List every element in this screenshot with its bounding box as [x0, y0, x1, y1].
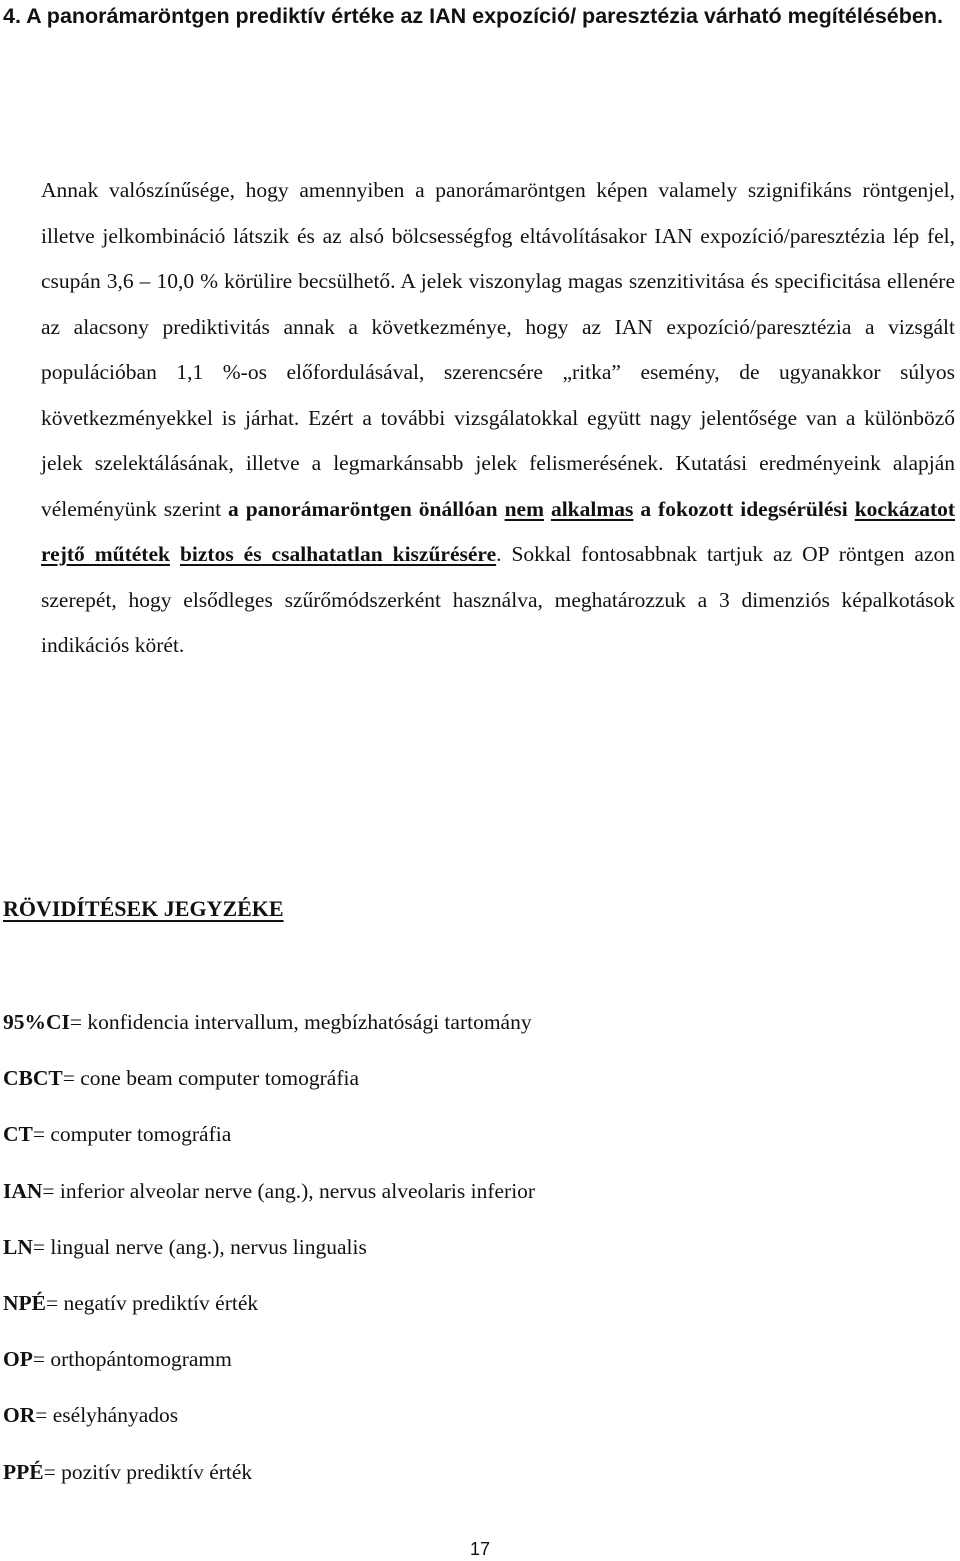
- paragraph-text-end: . Sokkal fontosabbnak tartjuk az OP röntgen azon szerepét, hogy elsődleges szűrőmódszerként használva, meghatározzuk a 3 dimenziós képalkotások indikációs körét.: [41, 542, 955, 657]
- abbreviation-definition: = konfidencia intervallum, megbízhatósági tartomány: [69, 1010, 532, 1034]
- abbreviation-item: [3, 1118, 535, 1174]
- emphasis-space-1: [544, 497, 551, 521]
- abbreviation-key: CBCT: [3, 1066, 63, 1091]
- abbreviation-item: [3, 1343, 535, 1399]
- abbreviation-definition: = pozitív prediktív érték: [43, 1459, 253, 1484]
- abbreviation-key: 95%CI: [3, 1010, 70, 1034]
- abbreviation-item: [3, 1456, 535, 1512]
- abbreviation-item: [3, 1175, 535, 1231]
- emphasis-space-2: [170, 542, 180, 566]
- abbreviation-definition: = computer tomográfia: [32, 1122, 232, 1147]
- abbreviation-key: LN: [3, 1234, 33, 1259]
- abbreviations-list: [3, 1006, 535, 1512]
- abbreviation-key: OR: [3, 1403, 36, 1428]
- abbreviation-definition: = esélyhányados: [35, 1403, 179, 1428]
- abbreviation-key: IAN: [3, 1178, 43, 1203]
- abbreviation-definition: = lingual nerve (ang.), nervus lingualis: [32, 1234, 367, 1259]
- underlined-kockazatot: kockázatot rejtő műtétek: [41, 496, 956, 566]
- paragraph-text-start: Annak valószínűsége, hogy amennyiben a panorámaröntgen képen valamely szignifikáns röntgenjel, illetve jelkombináció látszik és az alsó bölcsességfog eltávolításakor IAN expozíció/paresztézia lép fel, csupán 3,6 – 10,0 % körülire becsülhető. A jelek viszonylag magas szenzitivitása és specificitása ellenére az alacsony prediktivitás annak a következménye, hogy az IAN expozíció/paresztézia a vizsgált populációban 1,1 %-os előfordulásával, szerencsére „ritka” esemény, de ugyanakkor súlyos következményekkel is járhat. Ezért a további vizsgálatokkal együtt nagy jelentősége van a különböző jelek szelektálásának, illetve a legmarkánsabb jelek felismerésének. Kutatási eredményeink alapján véleményünk szerint: [41, 178, 955, 521]
- abbreviation-definition: = cone beam computer tomográfia: [62, 1066, 360, 1091]
- abbreviation-item: [3, 1287, 535, 1343]
- emphasis-part-2: a fokozott idegsérülési: [633, 496, 855, 521]
- abbreviation-item: [3, 1399, 535, 1455]
- abbreviation-definition: = orthopántomogramm: [32, 1347, 232, 1372]
- section-heading: 4. A panorámaröntgen prediktív értéke az IAN expozíció/ paresztézia várható megítélésében.: [3, 4, 943, 28]
- underlined-nem: nem: [504, 496, 544, 521]
- abbreviation-item: [3, 1006, 535, 1062]
- conclusion-paragraph: [41, 168, 955, 669]
- abbreviation-item: [3, 1062, 535, 1118]
- abbreviation-key: PPÉ: [3, 1459, 44, 1484]
- abbreviations-title: RÖVIDÍTÉSEK JEGYZÉKE: [3, 896, 284, 921]
- abbreviation-key: OP: [3, 1347, 33, 1372]
- emphasis-part-1: a panorámaröntgen önállóan: [228, 496, 505, 521]
- abbreviation-definition: = negatív prediktív érték: [46, 1290, 259, 1315]
- abbreviation-key: CT: [3, 1122, 33, 1147]
- abbreviation-definition: = inferior alveolar nerve (ang.), nervus alveolaris inferior: [42, 1178, 536, 1203]
- page-number: 17: [469, 1539, 491, 1559]
- abbreviation-item: [3, 1231, 535, 1287]
- abbreviation-key: NPÉ: [3, 1290, 46, 1315]
- underlined-alkalmas: alkalmas: [550, 496, 634, 521]
- underlined-kiszuresere: biztos és csalhatatlan kiszűrésére: [179, 542, 497, 566]
